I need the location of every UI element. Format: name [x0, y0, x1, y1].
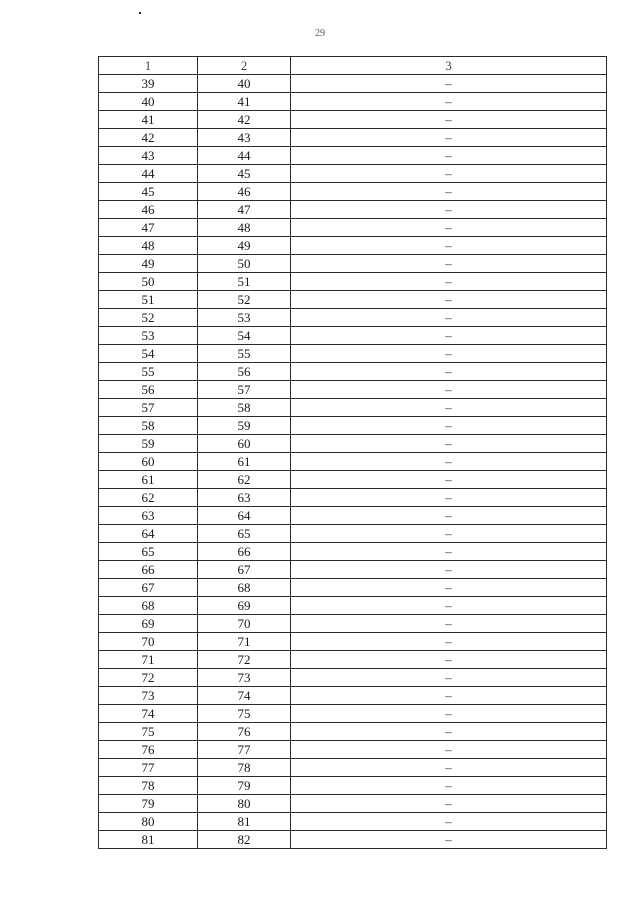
table-row	[99, 111, 607, 129]
table-cell-col-3: –	[291, 183, 607, 201]
table-cell-col-3: –	[291, 687, 607, 705]
table-row	[99, 129, 607, 147]
table-row	[99, 705, 607, 723]
table-cell-col-3: –	[291, 147, 607, 165]
table-cell-col-1: 55	[99, 363, 198, 381]
table-cell-col-2: 54	[198, 327, 291, 345]
table-cell-col-1: 54	[99, 345, 198, 363]
table-cell-col-3: –	[291, 381, 607, 399]
table-cell-col-2: 70	[198, 615, 291, 633]
table-cell-col-2: 53	[198, 309, 291, 327]
table-cell-col-1: 67	[99, 579, 198, 597]
table-cell-col-3: –	[291, 363, 607, 381]
table-cell-col-2: 76	[198, 723, 291, 741]
table-cell-col-1: 56	[99, 381, 198, 399]
table-cell-col-3: –	[291, 327, 607, 345]
table-cell-col-3: –	[291, 345, 607, 363]
table-cell-col-1: 40	[99, 93, 198, 111]
table-row	[99, 687, 607, 705]
table-cell-col-3: –	[291, 543, 607, 561]
table-cell-col-1: 65	[99, 543, 198, 561]
table-cell-col-1: 78	[99, 777, 198, 795]
table-cell-col-3: –	[291, 669, 607, 687]
table-row	[99, 399, 607, 417]
table-cell-col-1: 81	[99, 831, 198, 849]
table-cell-col-3: –	[291, 237, 607, 255]
table-row	[99, 795, 607, 813]
table-cell-col-3: –	[291, 471, 607, 489]
table-row	[99, 165, 607, 183]
table-row	[99, 723, 607, 741]
table-cell-col-3: –	[291, 759, 607, 777]
table-cell-col-3: –	[291, 741, 607, 759]
table-cell-col-2: 52	[198, 291, 291, 309]
table-cell-col-3: –	[291, 813, 607, 831]
table-cell-col-3: –	[291, 273, 607, 291]
table-cell-col-1: 47	[99, 219, 198, 237]
table-cell-col-2: 64	[198, 507, 291, 525]
table-cell-col-2: 47	[198, 201, 291, 219]
table-cell-col-2: 77	[198, 741, 291, 759]
table-cell-col-2: 56	[198, 363, 291, 381]
table-cell-col-2: 68	[198, 579, 291, 597]
table-cell-col-1: 53	[99, 327, 198, 345]
table-cell-col-2: 69	[198, 597, 291, 615]
table-cell-col-3: –	[291, 561, 607, 579]
table-cell-col-2: 63	[198, 489, 291, 507]
table-cell-col-1: 59	[99, 435, 198, 453]
table-cell-col-2: 67	[198, 561, 291, 579]
table-cell-col-2: 42	[198, 111, 291, 129]
table-cell-col-3: –	[291, 309, 607, 327]
table-row	[99, 345, 607, 363]
table-row	[99, 219, 607, 237]
table-cell-col-2: 44	[198, 147, 291, 165]
table-cell-col-3: –	[291, 165, 607, 183]
table-row	[99, 255, 607, 273]
table-row	[99, 147, 607, 165]
table-row	[99, 813, 607, 831]
table-cell-col-1: 73	[99, 687, 198, 705]
table-cell-col-2: 60	[198, 435, 291, 453]
table-cell-col-2: 65	[198, 525, 291, 543]
table-row	[99, 417, 607, 435]
table-row	[99, 93, 607, 111]
table-cell-col-3: –	[291, 219, 607, 237]
table-body	[99, 57, 607, 849]
table-cell-col-2: 58	[198, 399, 291, 417]
table-cell-col-1: 60	[99, 453, 198, 471]
table-cell-col-3: –	[291, 615, 607, 633]
table-cell-col-1: 58	[99, 417, 198, 435]
table-row	[99, 363, 607, 381]
table-cell-col-2: 40	[198, 75, 291, 93]
table-row	[99, 471, 607, 489]
table-cell-col-1: 46	[99, 201, 198, 219]
table-cell-col-2: 51	[198, 273, 291, 291]
table-cell-col-1: 75	[99, 723, 198, 741]
table-row	[99, 759, 607, 777]
table-cell-col-1: 51	[99, 291, 198, 309]
table-cell-col-2: 46	[198, 183, 291, 201]
table-cell-col-2: 50	[198, 255, 291, 273]
table-cell-col-2: 71	[198, 633, 291, 651]
table-row	[99, 543, 607, 561]
table-cell-col-3: –	[291, 291, 607, 309]
table-row	[99, 453, 607, 471]
table-row	[99, 489, 607, 507]
page-number: 29	[315, 28, 325, 39]
table-cell-col-2: 78	[198, 759, 291, 777]
page-mark-dot	[139, 12, 141, 14]
table-cell-col-1: 39	[99, 75, 198, 93]
table-cell-col-3: –	[291, 507, 607, 525]
table-cell-col-2: 79	[198, 777, 291, 795]
table-cell-col-1: 71	[99, 651, 198, 669]
table-cell-col-3: –	[291, 777, 607, 795]
table-cell-col-2: 45	[198, 165, 291, 183]
table-cell-col-1: 62	[99, 489, 198, 507]
table-row	[99, 669, 607, 687]
table-row	[99, 525, 607, 543]
table-cell-col-2: 41	[198, 93, 291, 111]
table-cell-col-3: –	[291, 597, 607, 615]
table-cell-col-1: 41	[99, 111, 198, 129]
table-cell-col-2: 43	[198, 129, 291, 147]
table-cell-col-2: 72	[198, 651, 291, 669]
table-cell-col-2: 61	[198, 453, 291, 471]
table-row	[99, 201, 607, 219]
table-row	[99, 75, 607, 93]
header-cell-2: 2	[198, 57, 291, 75]
table-cell-col-1: 76	[99, 741, 198, 759]
table-cell-col-1: 52	[99, 309, 198, 327]
table-cell-col-3: –	[291, 723, 607, 741]
table-cell-col-1: 49	[99, 255, 198, 273]
table-cell-col-1: 50	[99, 273, 198, 291]
table-cell-col-3: –	[291, 435, 607, 453]
header-cell-1: 1	[99, 57, 198, 75]
table-cell-col-1: 42	[99, 129, 198, 147]
table-row	[99, 633, 607, 651]
table-row	[99, 651, 607, 669]
table-cell-col-2: 55	[198, 345, 291, 363]
table-cell-col-1: 64	[99, 525, 198, 543]
table-cell-col-1: 69	[99, 615, 198, 633]
table-cell-col-2: 66	[198, 543, 291, 561]
table-cell-col-1: 77	[99, 759, 198, 777]
table-cell-col-2: 62	[198, 471, 291, 489]
table-cell-col-3: –	[291, 705, 607, 723]
table-cell-col-3: –	[291, 633, 607, 651]
table-row	[99, 273, 607, 291]
table-cell-col-1: 45	[99, 183, 198, 201]
table-cell-col-2: 48	[198, 219, 291, 237]
table-row	[99, 291, 607, 309]
table-cell-col-3: –	[291, 129, 607, 147]
table-row	[99, 381, 607, 399]
table-cell-col-3: –	[291, 831, 607, 849]
table-row	[99, 183, 607, 201]
table-cell-col-2: 73	[198, 669, 291, 687]
table-cell-col-3: –	[291, 489, 607, 507]
table-cell-col-3: –	[291, 417, 607, 435]
table-row	[99, 309, 607, 327]
data-table	[98, 56, 607, 849]
table-cell-col-3: –	[291, 795, 607, 813]
table-cell-col-3: –	[291, 93, 607, 111]
table-cell-col-2: 74	[198, 687, 291, 705]
table-cell-col-1: 80	[99, 813, 198, 831]
table-cell-col-2: 59	[198, 417, 291, 435]
table-cell-col-2: 57	[198, 381, 291, 399]
table-cell-col-2: 75	[198, 705, 291, 723]
table-row	[99, 777, 607, 795]
table-cell-col-1: 79	[99, 795, 198, 813]
table-row	[99, 597, 607, 615]
table-row	[99, 435, 607, 453]
table-cell-col-1: 48	[99, 237, 198, 255]
table-cell-col-1: 43	[99, 147, 198, 165]
table-cell-col-3: –	[291, 75, 607, 93]
table-cell-col-1: 44	[99, 165, 198, 183]
table-cell-col-3: –	[291, 399, 607, 417]
table-cell-col-3: –	[291, 651, 607, 669]
table-cell-col-3: –	[291, 111, 607, 129]
header-cell-3: 3	[291, 57, 607, 75]
table-cell-col-1: 57	[99, 399, 198, 417]
table-cell-col-1: 66	[99, 561, 198, 579]
table-cell-col-1: 72	[99, 669, 198, 687]
table-cell-col-2: 81	[198, 813, 291, 831]
table-header-row	[99, 57, 607, 75]
table-cell-col-3: –	[291, 579, 607, 597]
table-cell-col-1: 68	[99, 597, 198, 615]
table-cell-col-1: 70	[99, 633, 198, 651]
table-row	[99, 561, 607, 579]
table-cell-col-1: 74	[99, 705, 198, 723]
table-cell-col-2: 49	[198, 237, 291, 255]
table-cell-col-3: –	[291, 201, 607, 219]
table-cell-col-3: –	[291, 525, 607, 543]
table-row	[99, 237, 607, 255]
table-cell-col-2: 80	[198, 795, 291, 813]
table-row	[99, 327, 607, 345]
table-cell-col-1: 61	[99, 471, 198, 489]
table-cell-col-1: 63	[99, 507, 198, 525]
table-cell-col-2: 82	[198, 831, 291, 849]
table-row	[99, 831, 607, 849]
table-cell-col-3: –	[291, 255, 607, 273]
table-row	[99, 579, 607, 597]
table-row	[99, 507, 607, 525]
table-cell-col-3: –	[291, 453, 607, 471]
table-row	[99, 741, 607, 759]
table-row	[99, 615, 607, 633]
